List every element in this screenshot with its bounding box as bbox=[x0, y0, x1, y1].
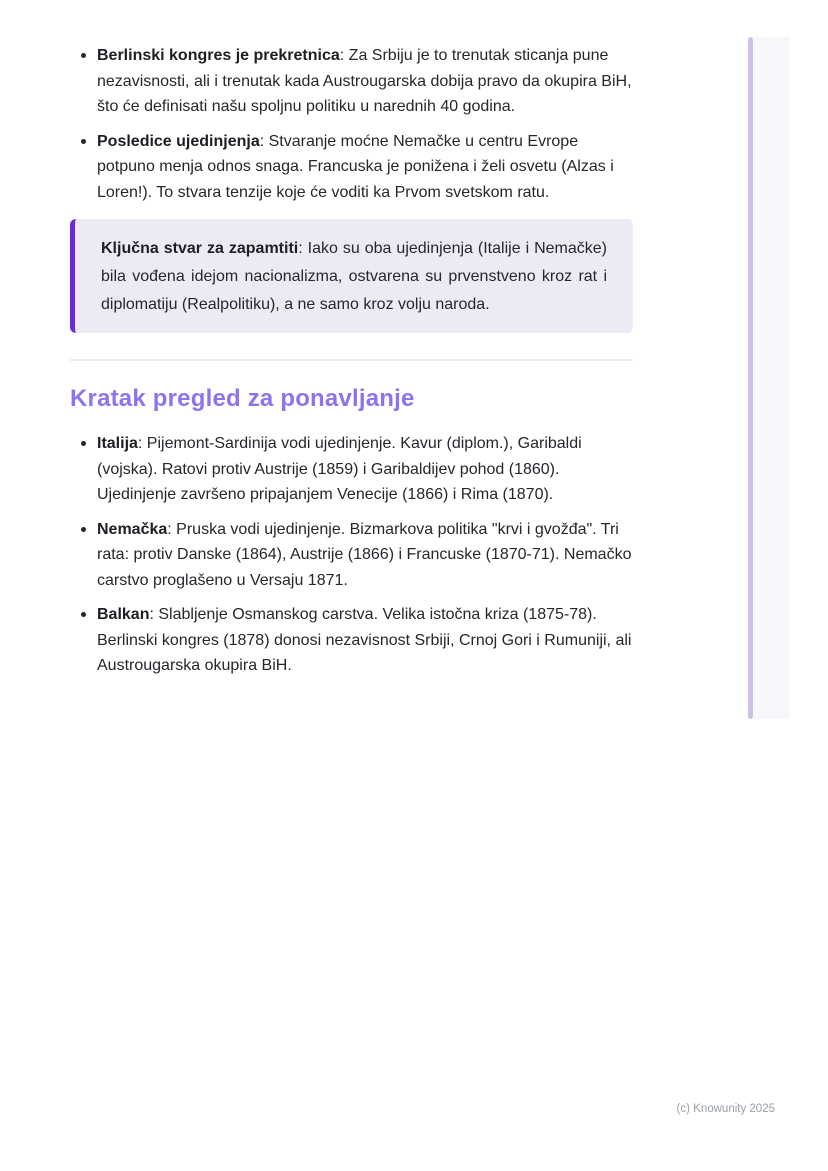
bullet-separator: : bbox=[137, 435, 147, 452]
bullet-text: Pruska vodi ujedinjenje. Bizmarkova politika "krvi i gvožđa". Tri rata: protiv Danske (1864), Austrije (1866) i Francuske (1870-71). Nemačko carstvo proglašeno u Versaju 1871. bbox=[97, 520, 632, 589]
section-heading: Kratak pregled za ponavljanje bbox=[70, 385, 415, 412]
list-item bbox=[70, 43, 633, 120]
page-edge-accent-bar bbox=[748, 37, 753, 719]
note-content bbox=[70, 0, 633, 679]
bullet-dot-icon bbox=[81, 612, 86, 617]
bullet-separator: : bbox=[149, 606, 159, 623]
review-bullet-list bbox=[70, 431, 633, 679]
list-item bbox=[70, 602, 633, 679]
bullet-label: Posledice ujedinjenja bbox=[97, 132, 260, 150]
bullet-label: Berlinski kongres je prekretnica bbox=[97, 47, 340, 64]
bullet-label: Balkan bbox=[97, 606, 150, 623]
bullet-dot-icon bbox=[81, 53, 86, 58]
bullet-dot-icon bbox=[81, 441, 86, 446]
bullet-separator: : bbox=[339, 47, 349, 64]
next-page-preview[interactable] bbox=[753, 37, 790, 719]
bullet-separator: : bbox=[259, 132, 269, 150]
bullet-dot-icon bbox=[81, 527, 86, 532]
bullet-text: Slabljenje Osmanskog carstva. Velika istočna kriza (1875-78). Berlinski kongres (1878) donosi nezavisnost Srbiji, Crnoj Gori i Rumuniji, ali Austrougarska okupira BiH. bbox=[97, 606, 632, 674]
bullet-label: Nemačka bbox=[97, 520, 168, 538]
callout-text: Iako su oba ujedinjenja (Italije i Nemačke) bila vođena idejom nacionalizma, ostvarena su prvenstveno kroz rat i diplomatiju (Realpolitiku), a ne samo kroz volju naroda. bbox=[101, 240, 608, 313]
bullet-label: Italija bbox=[97, 435, 138, 452]
list-item bbox=[70, 517, 633, 594]
top-bullet-list bbox=[70, 43, 633, 205]
list-item bbox=[70, 129, 633, 206]
callout-label: Ključna stvar za zapamtiti bbox=[101, 240, 299, 257]
copyright-notice: (c) Knowunity 2025 bbox=[676, 1103, 775, 1115]
section-divider bbox=[70, 359, 633, 361]
list-item bbox=[70, 431, 633, 508]
callout-separator: : bbox=[298, 240, 308, 257]
bullet-separator: : bbox=[167, 520, 177, 538]
bullet-text: Stvaranje moćne Nemačke u centru Evrope potpuno menja odnos snaga. Francuska je ponižena i želi osvetu (Alzas i Loren!). To stvara tenzije koje će voditi ka Prvom svetskom ratu. bbox=[97, 132, 614, 201]
key-takeaway-callout bbox=[70, 219, 633, 333]
bullet-text: Za Srbiju je to trenutak sticanja pune nezavisnosti, ali i trenutak kada Austrougarska dobija pravo da okupira BiH, što će definisati našu spoljnu politiku u narednih 40 godina. bbox=[97, 47, 632, 115]
bullet-dot-icon bbox=[81, 139, 86, 144]
bullet-text: Pijemont-Sardinija vodi ujedinjenje. Kavur (diplom.), Garibaldi (vojska). Ratovi protiv Austrije (1859) i Garibaldijev pohod (1860). Ujedinjenje završeno pripajanjem Venecije (1866) i Rima (1870). bbox=[97, 435, 582, 503]
